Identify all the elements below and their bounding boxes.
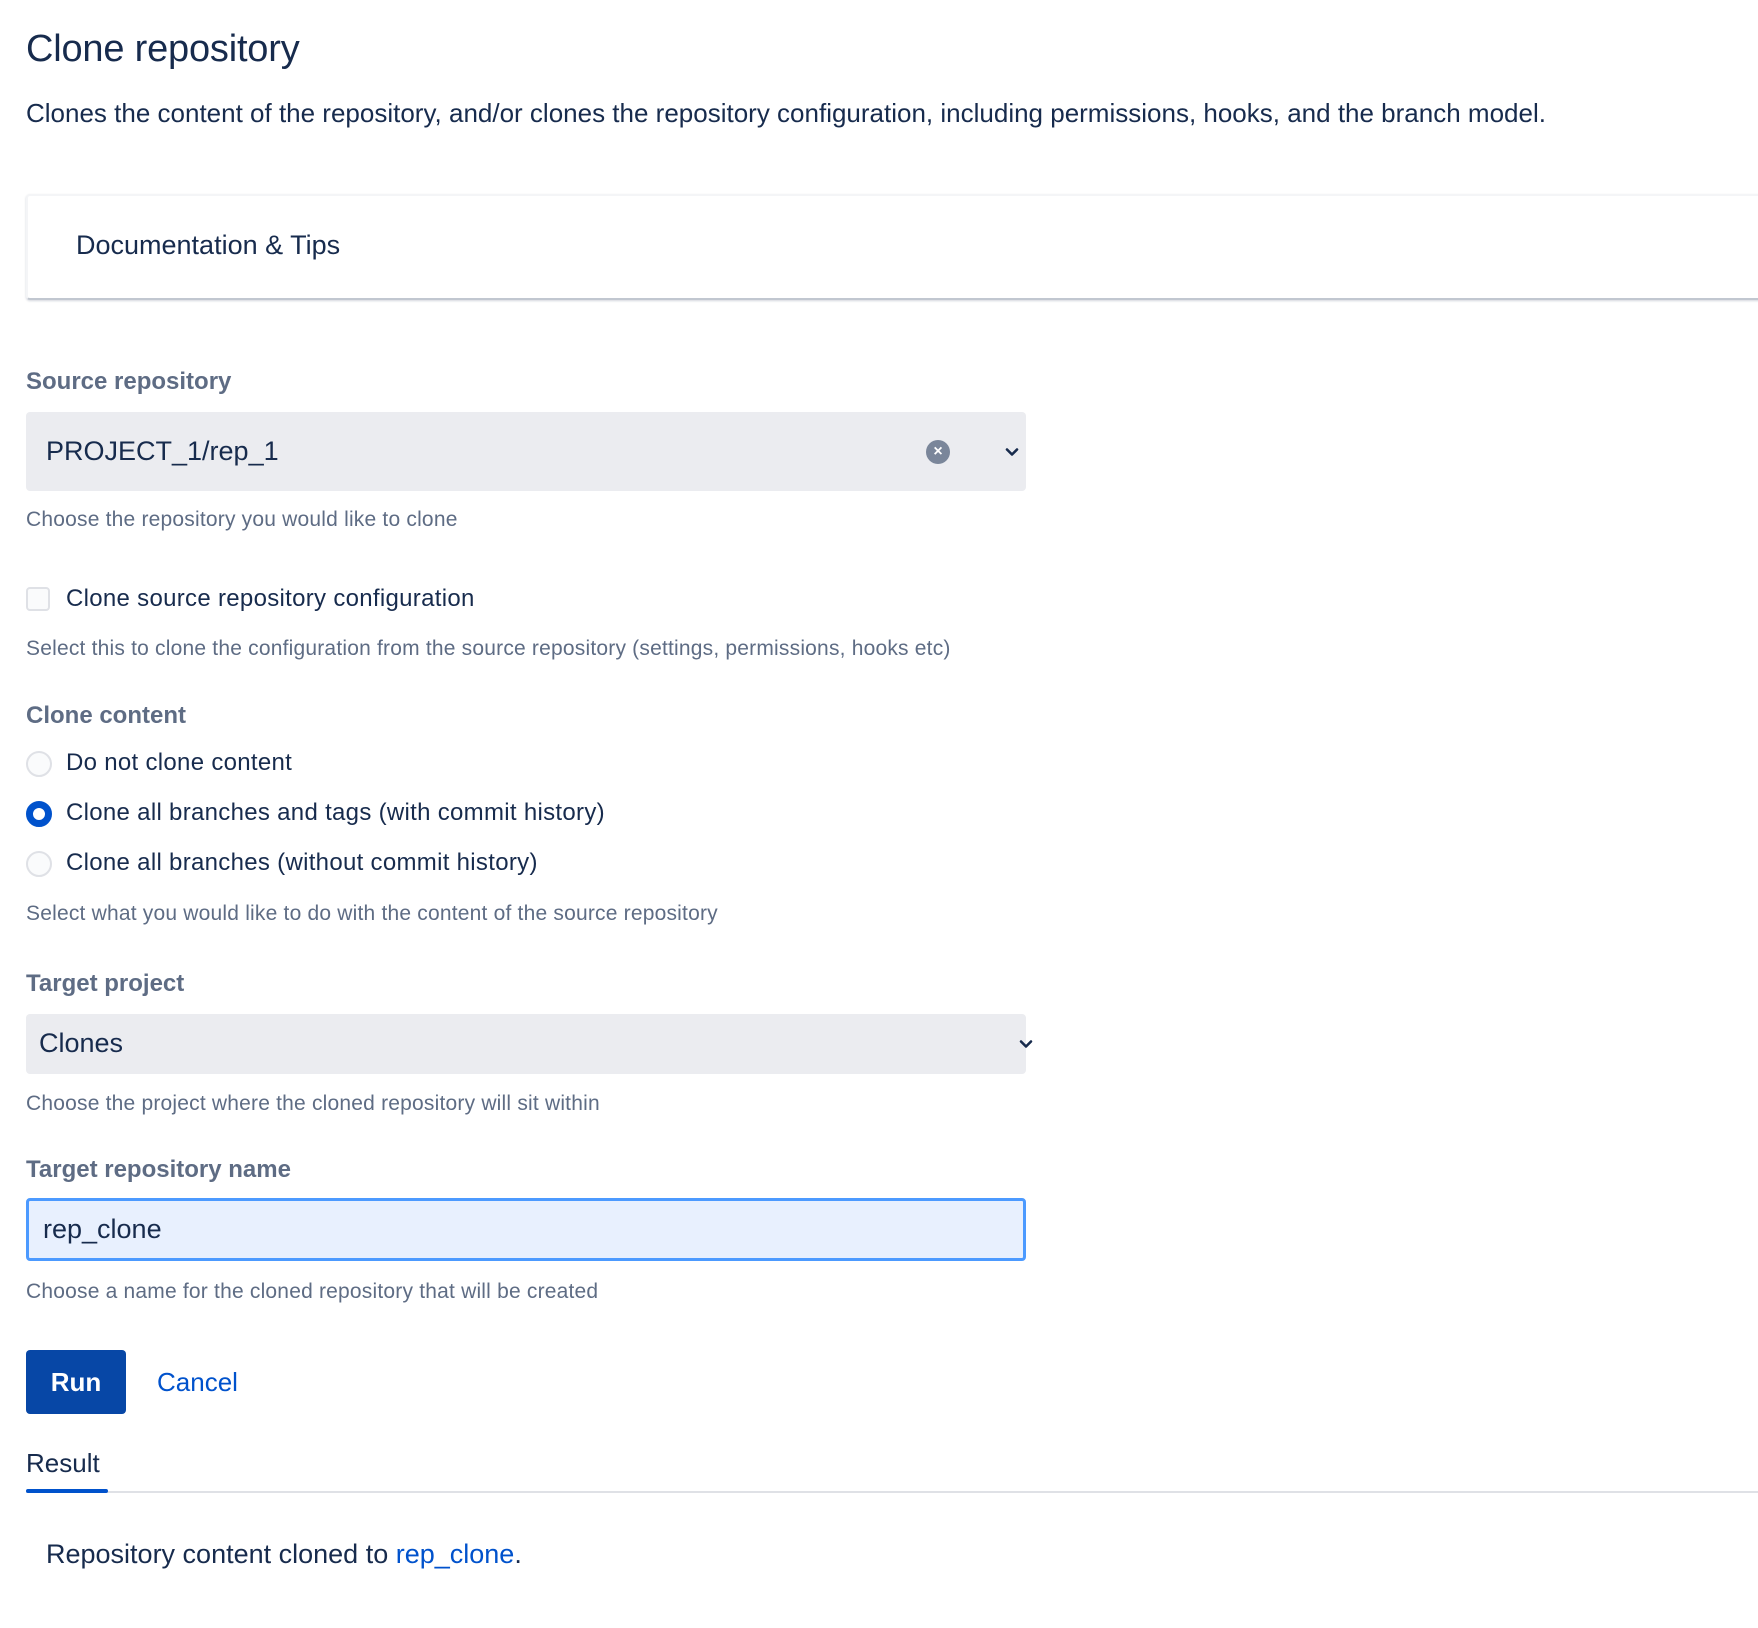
clone-config-label[interactable]: Clone source repository configuration	[66, 585, 475, 612]
source-repository-label: Source repository	[26, 368, 232, 395]
target-repository-name-help: Choose a name for the cloned repository that will be created	[26, 1280, 599, 1303]
radio-option-label[interactable]: Do not clone content	[66, 749, 293, 776]
result-repository-link[interactable]: rep_clone	[395, 1539, 515, 1569]
source-repository-help: Choose the repository you would like to clone	[26, 508, 458, 531]
documentation-panel[interactable]	[26, 194, 1758, 300]
tab-result[interactable]: Result	[26, 1448, 100, 1478]
clone-content-label: Clone content	[26, 702, 186, 729]
target-repository-name-input[interactable]	[26, 1198, 1026, 1261]
clone-config-checkbox[interactable]	[26, 587, 50, 611]
active-tab-indicator	[26, 1489, 108, 1493]
tab-divider	[26, 1491, 1758, 1493]
run-button[interactable]: Run	[26, 1350, 126, 1414]
result-message-prefix: Repository content cloned to	[46, 1539, 396, 1569]
radio-option-label[interactable]: Clone all branches (without commit history)	[66, 849, 538, 876]
target-project-value: Clones	[39, 1028, 124, 1058]
radio-button-selected[interactable]	[26, 801, 52, 827]
target-project-select[interactable]	[26, 1014, 1026, 1074]
source-repository-value: PROJECT_1/rep_1	[46, 436, 279, 466]
radio-button[interactable]	[26, 851, 52, 877]
clone-config-help: Select this to clone the configuration from the source repository (settings, permissions, hooks etc)	[26, 637, 951, 660]
radio-button[interactable]	[26, 751, 52, 777]
source-repository-select[interactable]	[26, 412, 1026, 491]
chevron-down-icon[interactable]	[1016, 1034, 1036, 1054]
radio-option-label[interactable]: Clone all branches and tags (with commit history)	[66, 799, 605, 826]
target-repository-name-label: Target repository name	[26, 1156, 291, 1183]
cancel-link[interactable]: Cancel	[157, 1367, 238, 1397]
result-message	[46, 1539, 522, 1570]
documentation-panel-title[interactable]: Documentation & Tips	[76, 230, 341, 260]
page-title: Clone repository	[26, 28, 300, 70]
clear-icon[interactable]: ×	[926, 440, 950, 464]
chevron-down-icon[interactable]	[1002, 442, 1022, 462]
clone-content-help: Select what you would like to do with the content of the source repository	[26, 902, 718, 925]
target-project-help: Choose the project where the cloned repository will sit within	[26, 1092, 600, 1115]
target-project-label: Target project	[26, 970, 185, 997]
page-description: Clones the content of the repository, and/or clones the repository configuration, including permissions, hooks, and the branch model.	[26, 98, 1546, 128]
result-message-suffix: .	[514, 1539, 522, 1569]
